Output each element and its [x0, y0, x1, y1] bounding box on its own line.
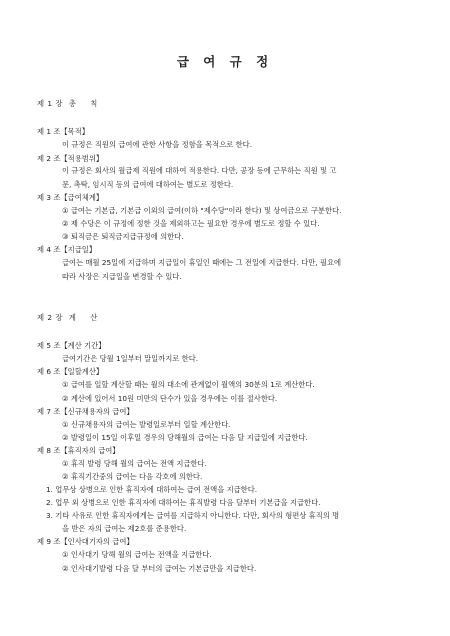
- article-item: 2. 업무 외 상병으로 인한 휴직자에 대하여는 휴직발령 다음 달부터 기본급을 지급한다.: [46, 498, 321, 507]
- article-heading: 제 3 조【급여체계】: [37, 193, 104, 202]
- article-clause: ① 휴직 발령 당해 월의 급여는 전액 지급한다.: [62, 459, 207, 468]
- article-heading: 제 8 조【휴직자의 급여】: [37, 446, 120, 455]
- article-heading: 제 2 조【적용범위】: [37, 154, 104, 163]
- chapter-2-heading: [37, 313, 450, 322]
- article-clause: ① 인사대기 당해 월의 급여는 전액을 지급한다.: [62, 550, 212, 559]
- article-heading: 제 7 조【신규채용자의 급여】: [37, 407, 134, 416]
- article-clause: ② 계산에 있어서 10원 미만의 단수가 있을 경우에는 이를 절사한다.: [62, 394, 278, 403]
- article-clause: ② 제 수당은 이 규정에 정한 것을 제외하고는 필요한 경우에 별도로 정할 수 있다.: [62, 219, 320, 228]
- article-clause: ② 발령일이 15일 이후일 경우의 당해월의 급여는 다음 달 지급일에 지급한다.: [62, 433, 308, 442]
- article-heading: 제 4 조【지급일】: [37, 245, 97, 254]
- article-text: 급여는 매월 25일에 지급하며 지급일이 휴일인 때에는 그 전일에 지급한다. 다만, 필요에: [62, 258, 342, 267]
- article-heading: 제 6 조【일할계산】: [37, 367, 104, 376]
- article-clause: ① 신규채용자의 급여는 발령일로부터 일할 계산한다.: [62, 420, 231, 429]
- article-clause: ② 휴직기간중의 급여는 다음 각호에 의한다.: [62, 472, 203, 481]
- chapter-title: 계 산: [68, 313, 104, 322]
- chapter-number: 제 2 장: [37, 313, 63, 322]
- chapter-number: 제 1 장: [37, 99, 63, 108]
- article-clause: ① 급여를 일할 계산할 때는 월의 대소에 관계없이 월액의 30분의 1로 계산한다.: [62, 380, 315, 389]
- article-text: 급여기간은 당월 1일부터 말일까지로 한다.: [62, 354, 199, 363]
- article-item: 을 받은 자의 급여는 제2호를 준용한다.: [62, 524, 187, 533]
- chapter-1-heading: [37, 99, 450, 108]
- document-title: 급 여 규 정: [176, 54, 274, 69]
- article-clause: ① 급여는 기본급, 기본급 이외의 급여(이하 "제수당"이라 한다) 및 상여금으로 구분한다.: [62, 206, 342, 215]
- article-item: 3. 기타 사유로 인한 휴직자에게는 급여를 지급하지 아니한다. 다만, 회사의 형편상 휴직의 명: [46, 511, 340, 520]
- article-clause: ② 인사대기발령 다음 달 부터의 급여는 기본급만을 지급한다.: [62, 564, 257, 573]
- article-text: 문, 촉탁, 임시직 등의 급여에 대하여는 별도로 정한다.: [62, 180, 234, 189]
- article-text: 따라 사장은 지급일을 변경할 수 있다.: [62, 272, 182, 281]
- article-clause: ③ 퇴직금은 퇴직금지급규정에 의한다.: [62, 232, 184, 241]
- chapter-title: 총 칙: [68, 99, 104, 108]
- article-item: 1. 업무상 상병으로 인한 휴직자에 대하여는 급여 전액을 지급한다.: [46, 485, 258, 494]
- article-heading: 제 9 조【인사대기자의 급여】: [37, 537, 134, 546]
- article-heading: 제 5 조【계산 기간】: [37, 341, 106, 350]
- article-text: 이 규정은 직원의 급여에 관한 사항을 정함을 목적으로 한다.: [62, 140, 253, 149]
- article-heading: 제 1 조【목적】: [37, 127, 90, 136]
- article-text: 이 규정은 회사의 월급제 직원에 대하여 적용한다. 다만, 공장 등에 근무하는 직원 및 고: [62, 166, 337, 175]
